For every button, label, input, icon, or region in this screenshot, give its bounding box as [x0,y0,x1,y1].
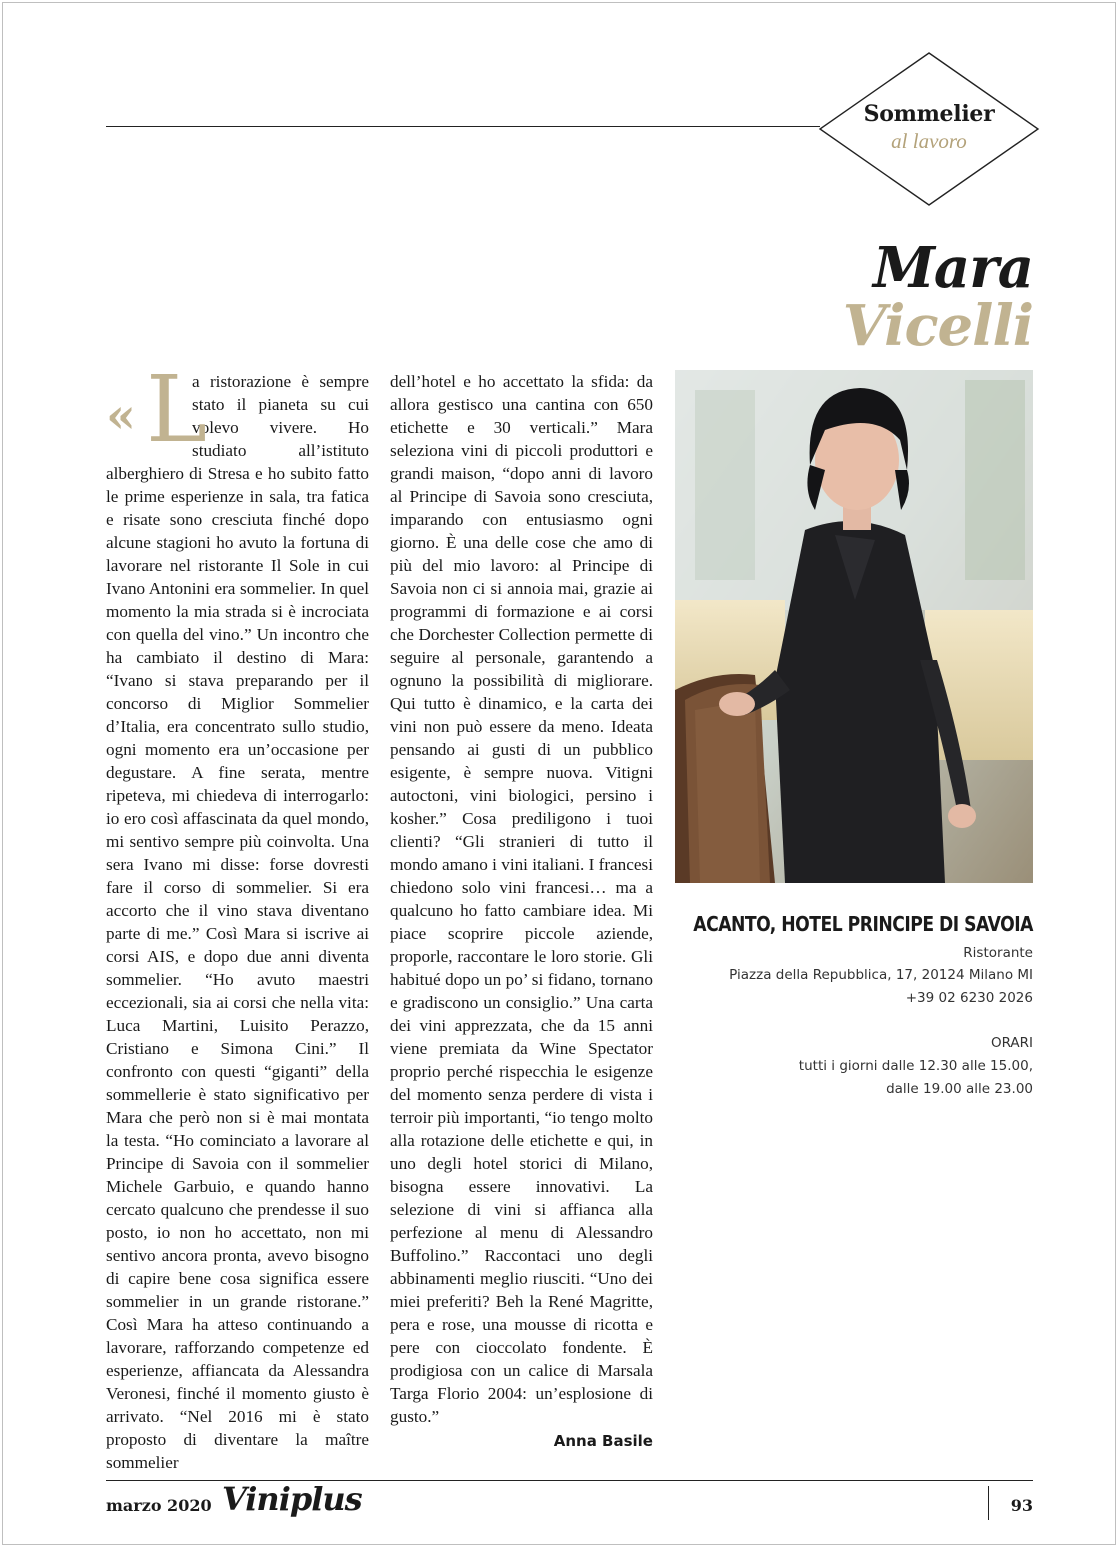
article-text-col1: a ristorazione è sempre stato il pianeta su cui volevo vivere. Ho studiato all’istituto alberghiero di Stresa e ho subito fatto le prime esperienze in sala, tra fatica e risate sono cresciuta finché dopo alcune stagioni ho avuto la fortuna di lavorare nel ristorante Il Sole in cui Ivano Antonini era sommelier. In quel momento la mia strada si è incrociata con quella del vino.” Un incontro che ha cambiato il destino di Mara: “Ivano si stava preparando per il concorso di Miglior Sommelier d’Italia, era concentrato sullo studio, ogni momento era un’occasione per degustare. A fine serata, mentre ripeteva, mi chiedeva di interrogarlo: io ero così affascinata da quel mondo, mi sentivo sempre più coinvolta. Una sera Ivano mi disse: forse dovresti fare il corso di sommelier. Si era accorto che il vino stava diventano parte di me.” Così Mara si iscrive ai corsi AIS, e dopo due anni diventa sommelier. “Ho avuto maestri eccezionali, sia ai corsi che nella vita: Luca Martini, Luisito Perazzo, Cristiano e Simona Cini.” Il confronto con questi “giganti” della sommellerie è stato significativo per Mara che però non si è mai montata la testa. “Ho cominciato a lavorare al Principe di Savoia con il sommelier Michele Garbuio, e quando hanno cercato qualcuno che prendesse il suo posto, io non ho accettato, non mi sentivo ancora pronta, avevo bisogno di capire bene cosa significa essere sommelier in un grande ristorane.” Così Mara ha atteso continuando a lavorare, rafforzando competenze ed esperienze, affiancata da Alessandra Veronesi, finché il momento giusto è arrivato. “Nel 2016 mi è stato proposto di diventare la maître sommelier [106,372,369,1472]
magazine-logo: Viniplus [222,1480,362,1518]
hours-line-1: tutti i giorni dalle 12.30 alle 15.00, [798,1058,1033,1074]
venue-type: Ristorante [963,945,1033,961]
author-byline: Anna Basile [553,1432,653,1450]
drop-cap-block [106,356,208,463]
person-last-name: Vicelli [842,293,1033,359]
venue-address: Piazza della Repubblica, 17, 20124 Milano MI [729,967,1033,983]
hours-label: ORARI [990,1035,1033,1051]
portrait-photo [675,370,1033,883]
venue-phone: +39 02 6230 2026 [905,990,1033,1006]
page-number: 93 [1010,1496,1033,1515]
drop-cap: L [146,356,208,463]
issue-date: marzo 2020 [106,1496,212,1515]
footer-separator [988,1486,989,1520]
badge-title: Sommelier [863,101,995,127]
opening-quote-mark: « [106,388,136,444]
venue-name: ACANTO, HOTEL PRINCIPE DI SAVOIA [693,912,1033,936]
person-first-name: Mara [872,235,1033,301]
article-column-2 [390,370,653,1453]
header-rule [106,126,820,127]
badge-subtitle: al lavoro [891,129,967,153]
hours-line-2: dalle 19.00 alle 23.00 [886,1081,1033,1097]
article-text-col2: dell’hotel e ho accettato la sfida: da allora gestisco una cantina con 650 etichette e 30 verticali.” Mara seleziona vini di piccoli produttori e grandi maison, “dopo anni di lavoro al Principe di Savoia sono cresciuta, imparando con entusiasmo ogni giorno. È una delle cose che amo di più del mio lavoro: al Principe di Savoia non ci si annoia mai, grazie ai programmi di formazione e ai corsi che Dorchester Collection permette di seguire al personale, garantendo a ognuno la possibilità di migliorare. Qui tutto è dinamico, e la carta dei vini non può essere da meno. Ideata pensando ai gusti di un pubblico esigente, è sempre nuova. Vitigni autoctoni, vini biologici, persino i kosher.” Cosa prediligono i tuoi clienti? “Gli stranieri di tutto il mondo amano i vini italiani. I francesi chiedono solo vini francesi… ma a qualcuno ho fatto cambiare idea. Mi piace scoprire piccole aziende, proporle, raccontare le loro storie. Gli habitué dopo un po’ si fidano, tornano e gradiscono un consiglio.” Una carta dei vini apprezzata, che da 15 anni viene premiata da Wine Spectator proprio perché rispecchia le esigenze del momento senza perdere di vista i terroir più importanti, “io tengo molto alla rotazione delle etichette e qui, in uno degli hotel storici di Milano, bisogna essere innovativi. La selezione di vini si affianca alla perfezione al menu di Alessandro Buffolino.” Raccontaci uno degli abbinamenti meglio riusciti. “Uno dei miei preferiti? Beh la René Magritte, pera e rose, una mousse di ricotta e pere con cioccolato fondente. È prodigiosa con un calice di Marsala Targa Florio 2004: un’esplosione di gusto.” [390,372,653,1426]
section-badge [818,51,1040,207]
article-column-1 [106,356,369,1474]
